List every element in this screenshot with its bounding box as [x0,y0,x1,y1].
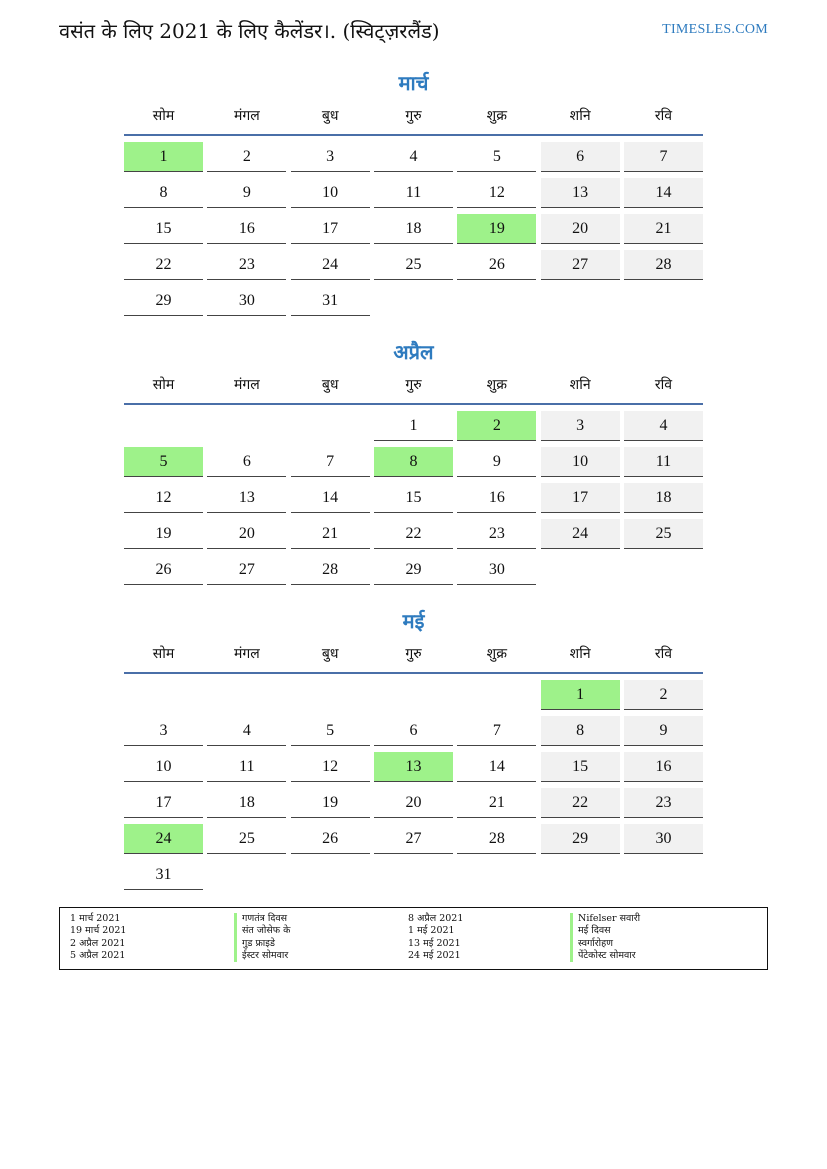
week-row [124,214,703,244]
month-title: मार्च [398,71,429,95]
weekday-label: सोम [152,377,175,393]
day-cell: 13 [541,178,620,208]
day-cell: 26 [124,555,203,585]
empty-day-cell [291,860,370,889]
holiday-day-cell: 1 [541,680,620,710]
legend-dates-col-2 [408,913,463,962]
day-cell: 3 [541,411,620,441]
empty-day-cell [624,860,703,889]
day-cell: 9 [207,178,286,208]
day-cell: 30 [457,555,536,585]
month-title: मई [402,609,425,633]
day-cell: 25 [624,519,703,549]
legend-holiday-name: Nifelser सवारी [578,913,641,924]
day-cell: 7 [457,716,536,746]
day-cell: 2 [207,142,286,172]
day-cell: 31 [291,286,370,316]
legend-date: 1 मई 2021 [408,925,455,937]
day-cell: 15 [374,483,453,513]
weekday-header-row [124,644,703,674]
day-cell: 29 [374,555,453,585]
empty-day-cell [124,680,203,709]
day-cell: 22 [541,788,620,818]
weekday-label: बुध [321,108,339,124]
day-cell: 5 [457,142,536,172]
week-row [124,178,703,208]
week-row [124,555,703,585]
day-cell: 17 [124,788,203,818]
legend-date: 24 मई 2021 [408,949,461,961]
day-cell: 19 [124,519,203,549]
week-row [124,483,703,513]
week-row [124,447,703,477]
day-cell: 13 [207,483,286,513]
day-cell: 16 [457,483,536,513]
day-cell: 25 [207,824,286,854]
day-cell: 10 [124,752,203,782]
empty-day-cell [374,286,453,315]
holiday-day-cell: 8 [374,447,453,477]
empty-day-cell [541,286,620,315]
weekday-label: शनि [569,377,591,393]
week-row [124,860,703,890]
legend-date: 13 मई 2021 [408,937,461,949]
day-cell: 23 [457,519,536,549]
day-cell: 10 [541,447,620,477]
legend-holiday-name: ईस्टर सोमवार [242,949,289,961]
weekday-label: मंगल [233,108,260,124]
month-calendar [124,606,703,890]
week-row [124,680,703,710]
week-row [124,286,703,316]
day-cell: 27 [207,555,286,585]
weekday-label: मंगल [233,377,260,393]
day-cell: 10 [291,178,370,208]
day-cell: 16 [624,752,703,782]
day-cell: 23 [207,250,286,280]
holiday-day-cell: 5 [124,447,203,477]
week-row [124,142,703,172]
weekday-label: गुरु [405,108,422,124]
day-cell: 3 [291,142,370,172]
empty-day-cell [124,411,203,440]
legend-date: 8 अप्रैल 2021 [408,913,464,924]
legend-dates-col-1 [70,913,126,962]
empty-day-cell [457,860,536,889]
empty-day-cell [291,411,370,440]
legend-date: 5 अप्रैल 2021 [70,949,126,961]
day-cell: 8 [124,178,203,208]
day-cell: 22 [124,250,203,280]
day-cell: 20 [207,519,286,549]
day-cell: 27 [541,250,620,280]
day-cell: 11 [374,178,453,208]
week-row [124,752,703,782]
weekday-label: सोम [152,108,175,124]
empty-day-cell [207,680,286,709]
day-cell: 15 [124,214,203,244]
month-title: अप्रैल [393,340,434,364]
day-cell: 12 [291,752,370,782]
legend-names-col-1 [234,913,290,962]
weekday-label: शुक्र [486,646,507,662]
day-cell: 5 [291,716,370,746]
day-cell: 16 [207,214,286,244]
day-cell: 11 [207,752,286,782]
holiday-day-cell: 2 [457,411,536,441]
weekday-label: शनि [569,646,591,662]
day-cell: 17 [541,483,620,513]
weekday-label: रवि [654,377,673,393]
empty-day-cell [624,555,703,584]
day-cell: 18 [374,214,453,244]
week-row [124,824,703,854]
day-cell: 14 [457,752,536,782]
week-row [124,788,703,818]
week-row [124,411,703,441]
legend-names-col-2 [570,913,640,962]
holiday-legend [59,907,768,970]
weekday-label: बुध [321,646,339,662]
legend-date: 1 मार्च 2021 [70,913,121,924]
day-cell: 14 [624,178,703,208]
day-cell: 6 [207,447,286,477]
day-cell: 6 [374,716,453,746]
day-cell: 29 [541,824,620,854]
day-cell: 18 [207,788,286,818]
legend-holiday-name: गुड फ्राइडे [242,937,275,949]
day-cell: 20 [374,788,453,818]
day-cell: 28 [291,555,370,585]
day-cell: 21 [624,214,703,244]
month-calendar [124,337,703,585]
day-cell: 8 [541,716,620,746]
day-cell: 6 [541,142,620,172]
day-cell: 19 [291,788,370,818]
empty-day-cell [457,286,536,315]
weekday-label: गुरु [405,377,422,393]
empty-day-cell [374,860,453,889]
weekday-header-row [124,106,703,136]
day-cell: 24 [541,519,620,549]
day-cell: 3 [124,716,203,746]
weekday-header-row [124,375,703,405]
empty-day-cell [541,860,620,889]
day-cell: 28 [457,824,536,854]
day-cell: 14 [291,483,370,513]
day-cell: 27 [374,824,453,854]
weekday-label: सोम [152,646,175,662]
day-cell: 4 [207,716,286,746]
day-cell: 17 [291,214,370,244]
day-cell: 31 [124,860,203,890]
weekday-label: गुरु [405,646,422,662]
week-row [124,716,703,746]
week-row [124,250,703,280]
empty-day-cell [624,286,703,315]
legend-date: 2 अप्रैल 2021 [70,937,126,949]
holiday-day-cell: 1 [124,142,203,172]
legend-holiday-name: स्वर्गारोहण [578,937,614,949]
empty-day-cell [207,411,286,440]
empty-day-cell [207,860,286,889]
day-cell: 7 [291,447,370,477]
day-cell: 22 [374,519,453,549]
day-cell: 29 [124,286,203,316]
day-cell: 21 [291,519,370,549]
day-cell: 28 [624,250,703,280]
day-cell: 24 [291,250,370,280]
day-cell: 11 [624,447,703,477]
empty-day-cell [374,680,453,709]
legend-holiday-name: पेंटेकोस्ट सोमवार [578,949,636,961]
holiday-day-cell: 24 [124,824,203,854]
weekday-label: रवि [654,646,673,662]
week-row [124,519,703,549]
month-calendar [124,68,703,316]
day-cell: 30 [207,286,286,316]
day-cell: 26 [457,250,536,280]
empty-day-cell [541,555,620,584]
day-cell: 26 [291,824,370,854]
day-cell: 1 [374,411,453,441]
weekday-label: मंगल [233,646,260,662]
day-cell: 12 [124,483,203,513]
legend-holiday-name: संत जोसेफ के [242,925,291,937]
day-cell: 4 [624,411,703,441]
day-cell: 21 [457,788,536,818]
day-cell: 7 [624,142,703,172]
legend-holiday-name: मई दिवस [578,925,611,937]
day-cell: 15 [541,752,620,782]
empty-day-cell [457,680,536,709]
legend-date: 19 मार्च 2021 [70,925,127,937]
day-cell: 9 [457,447,536,477]
weekday-label: बुध [321,377,339,393]
weekday-label: शनि [569,108,591,124]
day-cell: 30 [624,824,703,854]
day-cell: 23 [624,788,703,818]
holiday-day-cell: 19 [457,214,536,244]
weekday-label: शुक्र [486,377,507,393]
holiday-day-cell: 13 [374,752,453,782]
day-cell: 20 [541,214,620,244]
brand-logo-text[interactable]: TIMESLES.COM [662,22,768,37]
day-cell: 9 [624,716,703,746]
empty-day-cell [291,680,370,709]
day-cell: 18 [624,483,703,513]
day-cell: 2 [624,680,703,710]
weekday-label: रवि [654,108,673,124]
page-title: वसंत के लिए 2021 के लिए कैलेंडर।. (स्विट्ज़रलैंड) [59,19,440,43]
day-cell: 4 [374,142,453,172]
weekday-label: शुक्र [486,108,507,124]
day-cell: 25 [374,250,453,280]
legend-holiday-name: गणतंत्र दिवस [242,913,288,924]
day-cell: 12 [457,178,536,208]
